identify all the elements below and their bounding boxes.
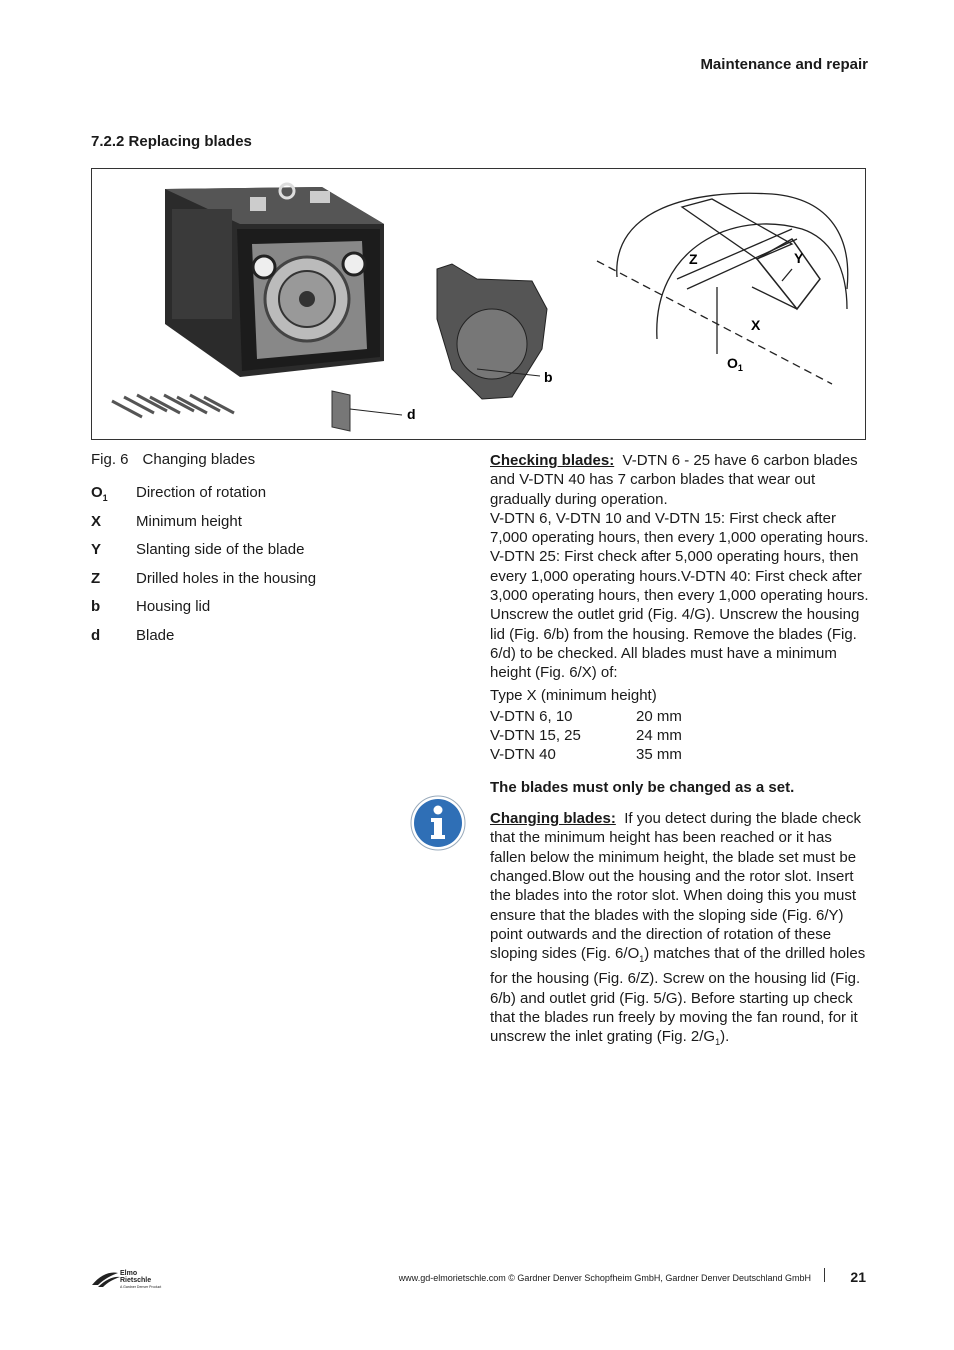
label-d: d xyxy=(407,406,416,422)
figure-6 xyxy=(91,168,866,440)
table-row: V-DTN 40 35 mm xyxy=(490,746,682,764)
label-z: Z xyxy=(689,251,698,267)
min-height-table xyxy=(490,686,870,765)
screws-illustration xyxy=(112,395,234,417)
changing-paragraph: Changing blades: If you detect during the blade check that the minimum height has been reached or it has fallen below the minimum height, the blade set must be changed.Blow out the housing and the rotor slot. Insert the blades into the rotor slot. When doing this you must ensure that the blades with the sloping side (Fig. 6/Y) point outwards and the direction of rotation of these sloping sides (Fig. $6/O_1$) matches that of the drilled holes for the housing (Fig. 6/Z). Screw on the housing lid (Fig. 6/b) and outlet grid (Fig. 5/G). Before starting up check that the blades run freely by moving the fan round, for it unscrew the inlet grating (Fig. $2/G_1$). xyxy=(490,810,866,1048)
section-title: 7.2.2 Replacing blades xyxy=(91,133,252,150)
caption-number: Fig. 6 xyxy=(91,451,129,468)
rotor-diagram xyxy=(597,193,848,384)
logo-icon xyxy=(90,1267,170,1289)
checking-heading: Checking blades: xyxy=(490,452,615,469)
checking-procedure: Unscrew the outlet grid (Fig. 4/G). Unscrew the housing lid (Fig. 6/b) from the housing. Remove the blades (Fig. 6/d) to be checked. All blades must have a minimum height (Fig. 6/X) of: xyxy=(490,606,860,682)
footer-divider xyxy=(824,1268,825,1282)
label-y: Y xyxy=(794,250,804,266)
set-note: The blades must only be changed as a set. xyxy=(490,778,795,796)
footer-url[interactable]: www.gd-elmorietschle.com xyxy=(398,1273,506,1283)
checking-interval-1: V-DTN 6, V-DTN 10 and V-DTN 15: First check after 7,000 operating hours, then every 1,000 operating hours. xyxy=(490,509,869,547)
legend-item: Z Drilled holes in the housing xyxy=(91,569,317,587)
page-number: 21 xyxy=(850,1269,866,1285)
svg-text:Rietschle: Rietschle xyxy=(120,1277,152,1284)
figure-illustration xyxy=(92,169,865,439)
label-x: X xyxy=(751,317,761,333)
checking-paragraph: Checking blades: V-DTN 6 - 25 have 6 carbon blades and V-DTN 40 has 7 carbon blades that wear out gradually during operation. xyxy=(490,452,858,508)
pump-illustration xyxy=(165,184,384,377)
legend-item: d Blade xyxy=(91,626,175,644)
legend-list xyxy=(91,484,421,655)
blade-illustration xyxy=(332,391,350,431)
legend-item: Y Slanting side of the blade xyxy=(91,541,305,558)
svg-text:Elmo: Elmo xyxy=(120,1270,138,1277)
housing-lid-illustration xyxy=(437,264,547,399)
legend-item: X Minimum height xyxy=(91,512,242,530)
instructions-column xyxy=(490,451,870,1053)
figure-caption xyxy=(91,451,255,468)
svg-text:A Gardner Denver Product: A Gardner Denver Product xyxy=(120,1285,162,1289)
legend-item: b Housing lid xyxy=(91,598,211,615)
info-icon xyxy=(410,795,466,851)
table-row: V-DTN 15, 25 24 mm xyxy=(490,727,682,745)
table-header: Type X (minimum height) xyxy=(490,686,657,704)
label-o1: $O_1$ xyxy=(727,355,743,373)
page-header: Maintenance and repair xyxy=(700,56,868,73)
caption-text: Changing blades xyxy=(142,451,256,468)
table-row: V-DTN 6, 10 20 mm xyxy=(490,707,682,725)
legend-item: $O_1$ Direction of rotation xyxy=(91,484,267,503)
footer-copyright: www.gd-elmorietschle.com © Gardner Denver Schopfheim GmbH, Gardner Denver Deutschland GmbH xyxy=(398,1273,811,1283)
label-b: b xyxy=(544,369,553,385)
checking-interval-2: V-DTN 25: First check after 5,000 operating hours, then every 1,000 operating hours.V-DTN 40: First check after 3,000 operating hours, then every 1,000 operating hours. xyxy=(490,548,869,605)
changing-heading: Changing blades: xyxy=(490,810,616,828)
